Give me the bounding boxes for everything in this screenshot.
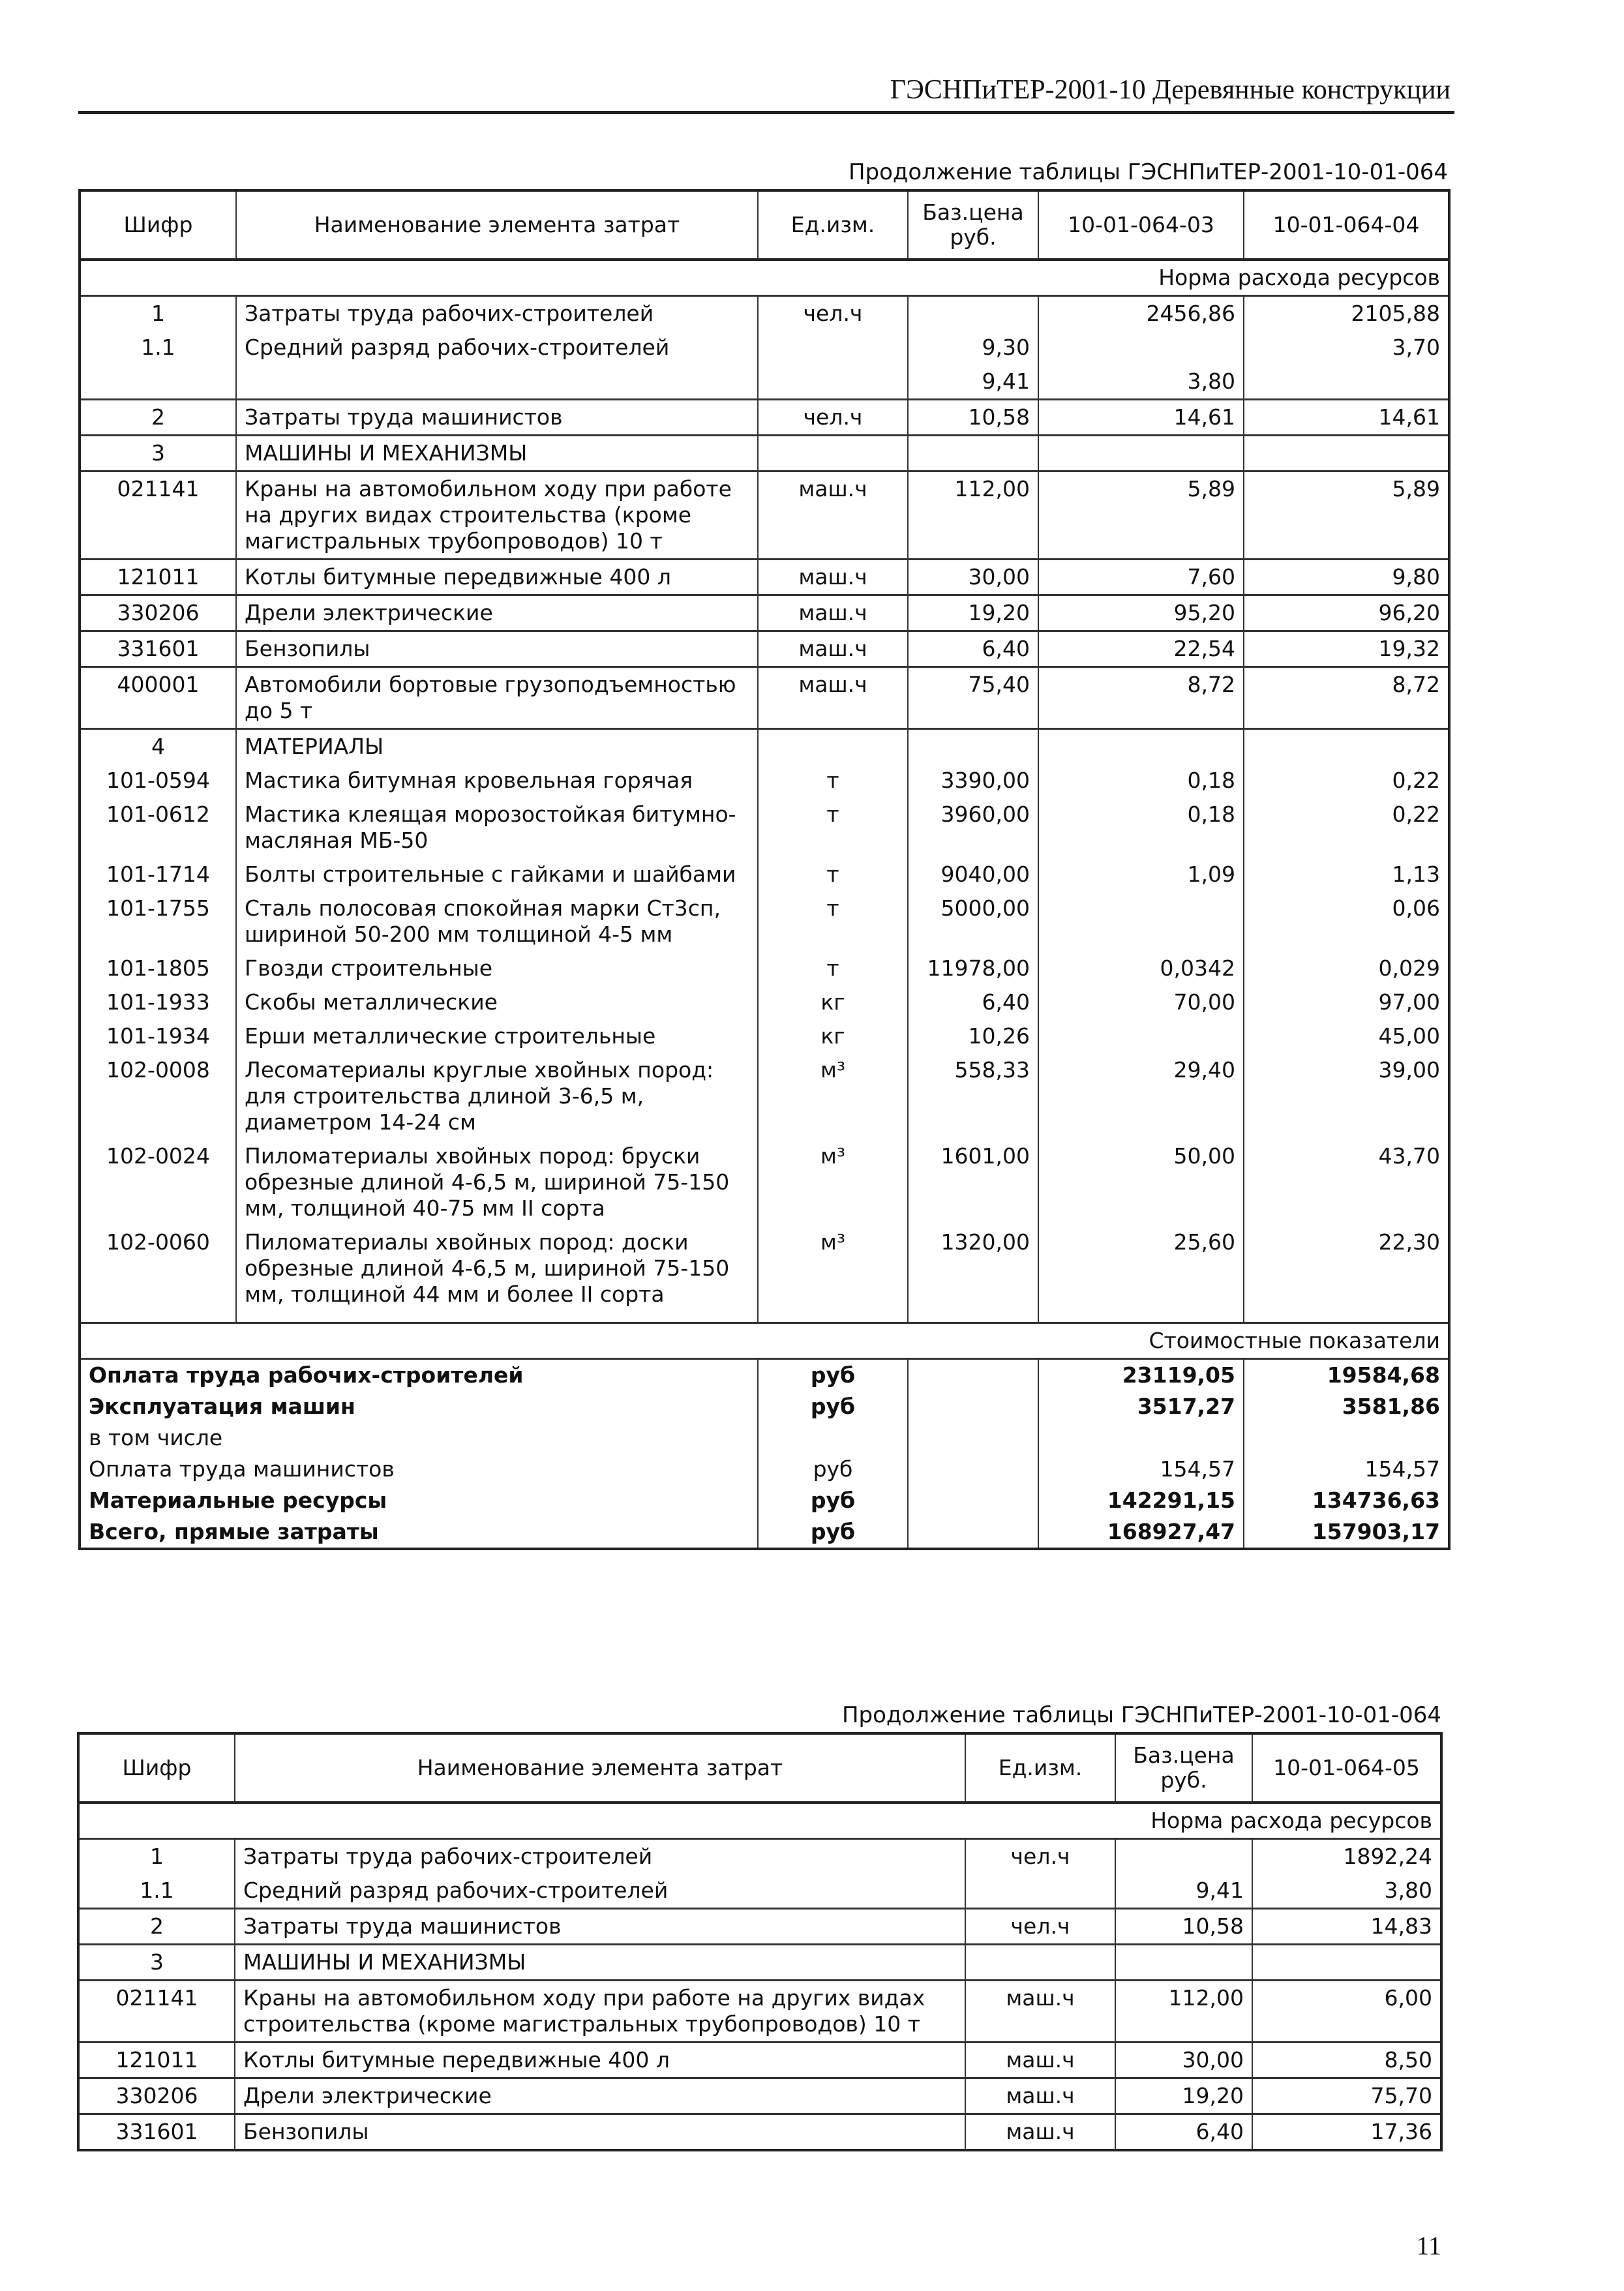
cell-norm-03 — [1038, 1019, 1244, 1053]
cell-norm-04: 8,72 — [1244, 667, 1449, 729]
cell-code: 101-0594 — [80, 764, 236, 798]
cell-code: 121011 — [80, 560, 236, 595]
cell-code: 3 — [78, 1945, 235, 1981]
cell-norm-03 — [1038, 729, 1244, 764]
cost-price-empty — [908, 1516, 1038, 1549]
table-row — [80, 858, 1449, 891]
table-header-row — [78, 1733, 1441, 1803]
cost-value-03: 142291,15 — [1038, 1485, 1244, 1516]
cell-norm-03: 0,18 — [1038, 764, 1244, 798]
cell-price: 9,41 — [1115, 1874, 1252, 1909]
cell-norm-04: 0,22 — [1244, 764, 1449, 798]
table-row — [78, 1874, 1441, 1909]
cost-value-03: 3517,27 — [1038, 1391, 1244, 1422]
cost-unit: руб — [758, 1391, 908, 1422]
cell-code: 102-0024 — [80, 1139, 236, 1225]
cell-unit: маш.ч — [758, 667, 908, 729]
cell-price: 10,58 — [1115, 1909, 1252, 1945]
table-row — [80, 729, 1449, 764]
cell-unit: маш.ч — [758, 595, 908, 631]
cell-name: МАШИНЫ И МЕХАНИЗМЫ — [236, 436, 758, 472]
table-row — [78, 2043, 1441, 2078]
cell-code: 2 — [78, 1909, 235, 1945]
cell-code: 101-1714 — [80, 858, 236, 891]
cell-price: 3960,00 — [908, 798, 1038, 858]
cell-name: Котлы битумные передвижные 400 л — [235, 2043, 965, 2078]
cell-price: 112,00 — [1115, 1981, 1252, 2043]
cost-value-03: 154,57 — [1038, 1454, 1244, 1485]
cell-price: 6,40 — [908, 631, 1038, 667]
cell-price: 6,40 — [1115, 2114, 1252, 2151]
cost-value-03 — [1038, 1422, 1244, 1454]
cell-norm-04: 45,00 — [1244, 1019, 1449, 1053]
cell-name: Затраты труда рабочих-строителей — [236, 296, 758, 331]
cell-norm-04: 9,80 — [1244, 560, 1449, 595]
cell-unit: м³ — [758, 1139, 908, 1225]
cell-price: 10,26 — [908, 1019, 1038, 1053]
table-row — [80, 331, 1449, 365]
cell-unit — [965, 1945, 1115, 1981]
col-header-norm-03: 10-01-064-03 — [1038, 190, 1244, 260]
cell-norm-05: 1892,24 — [1252, 1839, 1441, 1874]
cell-code: 330206 — [78, 2078, 235, 2114]
cell-name: Краны на автомобильном ходу при работе на других видах строительства (кроме магистральных трубопроводов) 10 т — [236, 472, 758, 560]
cell-norm-04 — [1244, 436, 1449, 472]
col-header-name: Наименование элемента затрат — [235, 1733, 965, 1803]
table-row — [80, 365, 1449, 400]
cell-norm-05 — [1252, 1945, 1441, 1981]
cell-price: 6,40 — [908, 985, 1038, 1019]
cell-name: Затраты труда машинистов — [235, 1909, 965, 1945]
table-row — [80, 951, 1449, 985]
cell-unit: чел.ч — [965, 1909, 1115, 1945]
cost-value-04: 19584,68 — [1244, 1359, 1449, 1392]
cell-code: 1.1 — [80, 331, 236, 365]
cell-norm-05: 8,50 — [1252, 2043, 1441, 2078]
cell-norm-03: 95,20 — [1038, 595, 1244, 631]
cell-unit: т — [758, 764, 908, 798]
cost-value-04 — [1244, 1422, 1449, 1454]
cell-price: 30,00 — [1115, 2043, 1252, 2078]
cost-unit: руб — [758, 1359, 908, 1392]
cost-price-empty — [908, 1485, 1038, 1516]
cost-price-empty — [908, 1422, 1038, 1454]
cell-norm-05: 3,80 — [1252, 1874, 1441, 1909]
cell-code: 4 — [80, 729, 236, 764]
cell-unit: чел.ч — [758, 400, 908, 436]
cell-code: 101-1934 — [80, 1019, 236, 1053]
cost-row — [80, 1485, 1449, 1516]
cell-price: 75,40 — [908, 667, 1038, 729]
cell-name: Болты строительные с гайками и шайбами — [236, 858, 758, 891]
col-header-norm-04: 10-01-064-04 — [1244, 190, 1449, 260]
cell-price — [908, 436, 1038, 472]
cell-unit: маш.ч — [965, 2114, 1115, 2151]
cell-unit: маш.ч — [965, 2078, 1115, 2114]
resource-norm-table-1 — [78, 189, 1451, 1550]
cost-title: Стоимостные показатели — [80, 1323, 1449, 1359]
cost-unit — [758, 1422, 908, 1454]
table-row — [80, 1019, 1449, 1053]
cost-value-03: 168927,47 — [1038, 1516, 1244, 1549]
cost-title-row — [80, 1323, 1449, 1359]
cell-norm-03: 14,61 — [1038, 400, 1244, 436]
cell-code: 1.1 — [78, 1874, 235, 1909]
table-row — [78, 2078, 1441, 2114]
cell-unit: т — [758, 891, 908, 951]
cost-value-04: 154,57 — [1244, 1454, 1449, 1485]
cell-name: Сталь полосовая спокойная марки Ст3сп, шириной 50-200 мм толщиной 4-5 мм — [236, 891, 758, 951]
cell-name: Краны на автомобильном ходу при работе на других видах строительства (кроме магистральных трубопроводов) 10 т — [235, 1981, 965, 2043]
cell-unit: т — [758, 798, 908, 858]
cell-code — [80, 365, 236, 400]
cell-code: 331601 — [80, 631, 236, 667]
cell-code: 021141 — [80, 472, 236, 560]
cell-code: 1 — [80, 296, 236, 331]
cell-norm-03: 50,00 — [1038, 1139, 1244, 1225]
cell-norm-04: 43,70 — [1244, 1139, 1449, 1225]
cell-price: 19,20 — [908, 595, 1038, 631]
cell-name: МАШИНЫ И МЕХАНИЗМЫ — [235, 1945, 965, 1981]
cell-unit: т — [758, 951, 908, 985]
cell-code: 101-1933 — [80, 985, 236, 1019]
table-row — [78, 1981, 1441, 2043]
cell-norm-03: 5,89 — [1038, 472, 1244, 560]
cell-price — [908, 729, 1038, 764]
cell-name: Котлы битумные передвижные 400 л — [236, 560, 758, 595]
table1-caption: Продолжение таблицы ГЭСНПиТЕР-2001-10-01-064 — [848, 159, 1448, 185]
table-row — [80, 764, 1449, 798]
cell-norm-04: 39,00 — [1244, 1053, 1449, 1139]
norm-title: Норма расхода ресурсов — [80, 260, 1449, 296]
cell-norm-03: 3,80 — [1038, 365, 1244, 400]
cell-norm-04: 3,70 — [1244, 331, 1449, 365]
cell-price: 9040,00 — [908, 858, 1038, 891]
cell-name: Средний разряд рабочих-строителей — [236, 331, 758, 365]
cost-label: в том числе — [80, 1422, 758, 1454]
cell-norm-03: 1,09 — [1038, 858, 1244, 891]
cell-norm-04: 22,30 — [1244, 1225, 1449, 1323]
col-header-unit: Ед.изм. — [758, 190, 908, 260]
norm-title: Норма расхода ресурсов — [78, 1803, 1441, 1839]
cell-name: Ерши металлические строительные — [236, 1019, 758, 1053]
table-row — [80, 1053, 1449, 1139]
cell-norm-03: 2456,86 — [1038, 296, 1244, 331]
table-row — [80, 436, 1449, 472]
table-row — [80, 296, 1449, 331]
cell-norm-03: 70,00 — [1038, 985, 1244, 1019]
table-row — [80, 631, 1449, 667]
table-row — [80, 667, 1449, 729]
cell-norm-05: 6,00 — [1252, 1981, 1441, 2043]
cell-norm-05: 17,36 — [1252, 2114, 1441, 2151]
cell-name: Автомобили бортовые грузоподъемностью до 5 т — [236, 667, 758, 729]
cell-norm-04: 2105,88 — [1244, 296, 1449, 331]
cell-norm-03 — [1038, 891, 1244, 951]
cost-label: Материальные ресурсы — [80, 1485, 758, 1516]
cell-price: 10,58 — [908, 400, 1038, 436]
cell-price: 112,00 — [908, 472, 1038, 560]
table-row — [80, 1139, 1449, 1225]
cell-name: Средний разряд рабочих-строителей — [235, 1874, 965, 1909]
cell-code: 330206 — [80, 595, 236, 631]
table-header-row — [80, 190, 1449, 260]
norm-title-row — [78, 1803, 1441, 1839]
table-row — [80, 400, 1449, 436]
cell-price — [1115, 1839, 1252, 1874]
cost-value-04: 134736,63 — [1244, 1485, 1449, 1516]
cell-norm-04: 5,89 — [1244, 472, 1449, 560]
cell-norm-04: 14,61 — [1244, 400, 1449, 436]
cell-name: Мастика битумная кровельная горячая — [236, 764, 758, 798]
cell-unit: чел.ч — [758, 296, 908, 331]
resource-norm-table-2 — [77, 1732, 1443, 2151]
cost-value-04: 3581,86 — [1244, 1391, 1449, 1422]
cell-norm-04: 0,06 — [1244, 891, 1449, 951]
table-row — [80, 472, 1449, 560]
cell-price: 11978,00 — [908, 951, 1038, 985]
cell-code: 102-0008 — [80, 1053, 236, 1139]
cell-unit: маш.ч — [965, 1981, 1115, 2043]
cost-label: Оплата труда машинистов — [80, 1454, 758, 1485]
cell-price: 19,20 — [1115, 2078, 1252, 2114]
table-row — [78, 1909, 1441, 1945]
norm-title-row — [80, 260, 1449, 296]
cost-value-04: 157903,17 — [1244, 1516, 1449, 1549]
cell-unit: чел.ч — [965, 1839, 1115, 1874]
col-header-name: Наименование элемента затрат — [236, 190, 758, 260]
cell-price: 30,00 — [908, 560, 1038, 595]
cell-name: Затраты труда рабочих-строителей — [235, 1839, 965, 1874]
cell-unit: т — [758, 858, 908, 891]
cell-norm-03: 25,60 — [1038, 1225, 1244, 1323]
header-title: ГЭСНПиТЕР-2001-10 Деревянные конструкции — [890, 75, 1451, 105]
cell-norm-03: 0,0342 — [1038, 951, 1244, 985]
cell-unit: маш.ч — [965, 2043, 1115, 2078]
cell-code: 101-1755 — [80, 891, 236, 951]
cell-unit — [965, 1874, 1115, 1909]
table-row — [80, 560, 1449, 595]
cell-unit: маш.ч — [758, 472, 908, 560]
cell-code: 021141 — [78, 1981, 235, 2043]
cell-code: 101-0612 — [80, 798, 236, 858]
cell-name: Мастика клеящая морозостойкая битумно-масляная МБ-50 — [236, 798, 758, 858]
cell-name: Дрели электрические — [235, 2078, 965, 2114]
cost-row — [80, 1422, 1449, 1454]
cell-norm-04: 19,32 — [1244, 631, 1449, 667]
cell-price: 1601,00 — [908, 1139, 1038, 1225]
col-header-price: Баз.цена руб. — [908, 190, 1038, 260]
cell-norm-04: 96,20 — [1244, 595, 1449, 631]
cell-name: Затраты труда машинистов — [236, 400, 758, 436]
table-row — [80, 985, 1449, 1019]
cell-price — [908, 296, 1038, 331]
cell-unit: маш.ч — [758, 560, 908, 595]
cost-row — [80, 1391, 1449, 1422]
col-header-unit: Ед.изм. — [965, 1733, 1115, 1803]
cell-norm-05: 14,83 — [1252, 1909, 1441, 1945]
cost-value-03: 23119,05 — [1038, 1359, 1244, 1392]
cell-code: 2 — [80, 400, 236, 436]
cost-row — [80, 1454, 1449, 1485]
table-row — [80, 891, 1449, 951]
cost-unit: руб — [758, 1485, 908, 1516]
cell-name: Бензопилы — [236, 631, 758, 667]
cell-name: Пиломатериалы хвойных пород: бруски обрезные длиной 4-6,5 м, шириной 75-150 мм, толщиной 40-75 мм II сорта — [236, 1139, 758, 1225]
cost-price-empty — [908, 1454, 1038, 1485]
cell-name — [236, 365, 758, 400]
cell-unit: кг — [758, 1019, 908, 1053]
cell-name: Лесоматериалы круглые хвойных пород: для строительства длиной 3-6,5 м, диаметром 14-24 см — [236, 1053, 758, 1139]
cell-norm-03: 22,54 — [1038, 631, 1244, 667]
table-row — [78, 2114, 1441, 2151]
cell-unit: кг — [758, 985, 908, 1019]
table2-caption: Продолжение таблицы ГЭСНПиТЕР-2001-10-01-064 — [841, 1702, 1441, 1728]
cell-norm-05: 75,70 — [1252, 2078, 1441, 2114]
col-header-code: Шифр — [80, 190, 236, 260]
cell-norm-04: 0,22 — [1244, 798, 1449, 858]
cost-price-empty — [908, 1391, 1038, 1422]
cell-unit — [758, 436, 908, 472]
cost-label: Эксплуатация машин — [80, 1391, 758, 1422]
cost-price-empty — [908, 1359, 1038, 1392]
cell-code: 400001 — [80, 667, 236, 729]
cell-norm-03: 7,60 — [1038, 560, 1244, 595]
cell-name: Бензопилы — [235, 2114, 965, 2151]
col-header-norm-05: 10-01-064-05 — [1252, 1733, 1441, 1803]
cell-price — [1115, 1945, 1252, 1981]
cell-norm-03: 0,18 — [1038, 798, 1244, 858]
cell-code: 3 — [80, 436, 236, 472]
cell-price: 9,30 — [908, 331, 1038, 365]
cell-norm-04 — [1244, 365, 1449, 400]
cell-name: Пиломатериалы хвойных пород: доски обрезные длиной 4-6,5 м, шириной 75-150 мм, толщиной 44 мм и более II сорта — [236, 1225, 758, 1323]
cell-code: 101-1805 — [80, 951, 236, 985]
cell-norm-04: 1,13 — [1244, 858, 1449, 891]
table-row — [80, 798, 1449, 858]
cell-unit: маш.ч — [758, 631, 908, 667]
table-row — [78, 1945, 1441, 1981]
cell-code: 121011 — [78, 2043, 235, 2078]
cell-norm-04: 97,00 — [1244, 985, 1449, 1019]
cell-price: 3390,00 — [908, 764, 1038, 798]
col-header-code: Шифр — [78, 1733, 235, 1803]
cell-price: 9,41 — [908, 365, 1038, 400]
table-row — [80, 1225, 1449, 1323]
cell-unit — [758, 331, 908, 365]
cell-unit: м³ — [758, 1053, 908, 1139]
running-header — [78, 65, 1454, 114]
cell-price: 558,33 — [908, 1053, 1038, 1139]
cell-norm-03 — [1038, 331, 1244, 365]
cell-code: 331601 — [78, 2114, 235, 2151]
col-header-price: Баз.цена руб. — [1115, 1733, 1252, 1803]
cell-name: Гвозди строительные — [236, 951, 758, 985]
cell-norm-03 — [1038, 436, 1244, 472]
page-number: 11 — [1416, 2231, 1441, 2260]
cell-norm-04 — [1244, 729, 1449, 764]
table-row — [78, 1839, 1441, 1874]
cell-norm-03: 29,40 — [1038, 1053, 1244, 1139]
cell-code: 1 — [78, 1839, 235, 1874]
cell-unit: м³ — [758, 1225, 908, 1323]
cell-name: МАТЕРИАЛЫ — [236, 729, 758, 764]
cell-price: 5000,00 — [908, 891, 1038, 951]
cost-row — [80, 1359, 1449, 1392]
cost-label: Оплата труда рабочих-строителей — [80, 1359, 758, 1392]
cell-unit — [758, 729, 908, 764]
cell-name: Скобы металлические — [236, 985, 758, 1019]
table-row — [80, 595, 1449, 631]
cell-norm-03: 8,72 — [1038, 667, 1244, 729]
cost-row — [80, 1516, 1449, 1549]
cost-unit: руб — [758, 1516, 908, 1549]
cell-unit — [758, 365, 908, 400]
cell-price: 1320,00 — [908, 1225, 1038, 1323]
cell-norm-04: 0,029 — [1244, 951, 1449, 985]
cost-label: Всего, прямые затраты — [80, 1516, 758, 1549]
cell-code: 102-0060 — [80, 1225, 236, 1323]
cost-unit: руб — [758, 1454, 908, 1485]
cell-name: Дрели электрические — [236, 595, 758, 631]
